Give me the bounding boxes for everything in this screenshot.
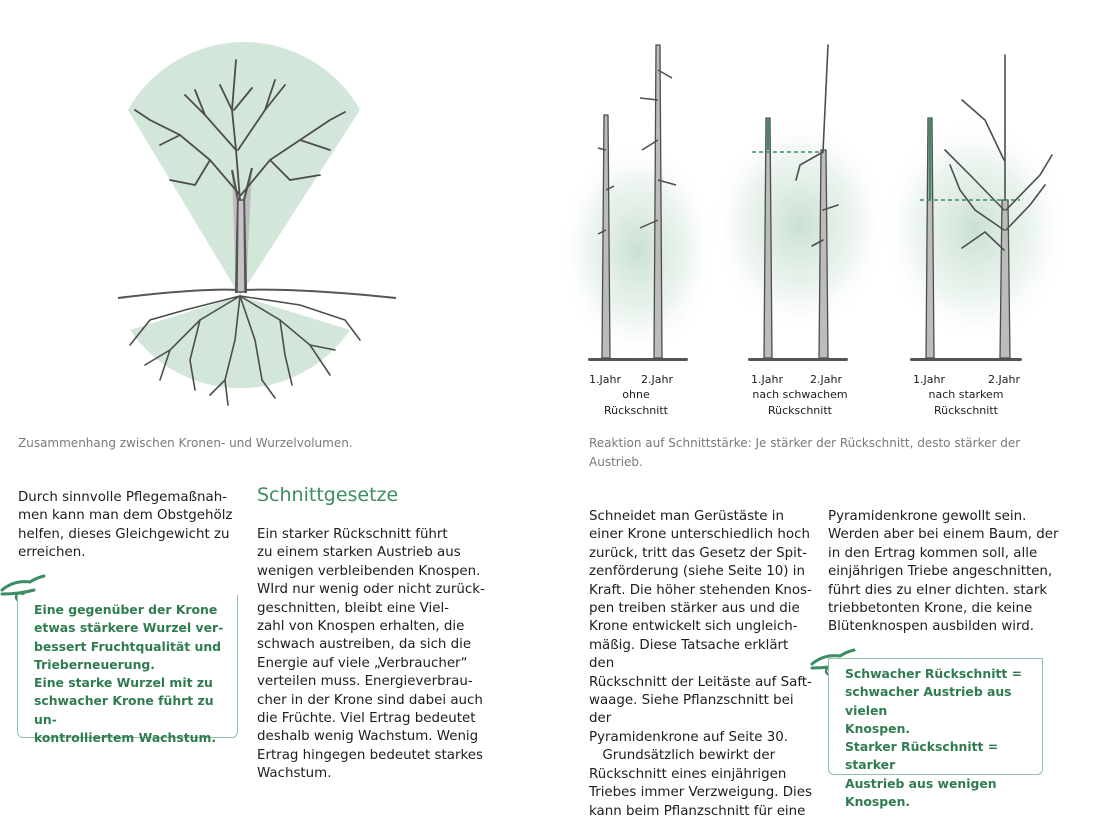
label-g2-jahr1: 1.Jahr xyxy=(751,373,783,386)
label-g1-jahr2: 2.Jahr xyxy=(641,373,673,386)
label-g3-jahr2: 2.Jahr xyxy=(988,373,1020,386)
right-column-1: Schneidet man Gerüstäste in einer Krone unterschiedlich hoch zurück, tritt das Gesetz der Spit- zenförderung (siehe Seite 10) in Kraft. Die höher stehenden Knos- pen treiben stärker aus und die Krone entwickelt sich ungleich- mäßig. Diese Tatsache erklärt den Rückschnitt der Leitäste auf Saft- waage. Siehe Pflanzschnitt bei der Pyramidenkrone auf Seite 30. Grundsätzlich bewirkt der Rückschnitt eines einjährigen Triebes immer Verzweigung. Dies kann beim Pflanzschnitt für eine xyxy=(589,509,812,819)
label-g1-desc: ohne Rückschnitt xyxy=(604,388,668,417)
caption-right: Reaktion auf Schnittstärke: Je stärker der Rückschnitt, desto stärker der Austrieb. xyxy=(589,436,1021,469)
label-g2-jahr2: 2.Jahr xyxy=(810,373,842,386)
label-g3-desc: nach starkem Rückschnitt xyxy=(928,388,1004,417)
section-heading: Schnittgesetze xyxy=(257,484,399,506)
schnittgesetze-text: Ein starker Rückschnitt führt zu einem starken Austrieb aus wenigen verbleibenden Knospen. WIrd nur wenig oder nicht zurück- geschnitten, bleibt eine Viel- zahl von Knospen erhalten, die schwach austreiben, da sich die Energie auf viele „Verbraucher“ verteilen muss. Energieverbrau- cher in der Krone sind dabei auch die Früchte. Viel Ertrag bedeutet deshalb wenig Wachstum. Wenig Ertrag hingegen bedeutet starkes Wachstum. xyxy=(257,527,485,782)
label-g3-jahr1: 1.Jahr xyxy=(913,373,945,386)
label-g1-jahr1: 1.Jahr xyxy=(589,373,621,386)
tree-root-illustration xyxy=(118,42,396,405)
label-g2-desc: nach schwachem Rückschnitt xyxy=(752,388,848,417)
pruning-illustration xyxy=(558,45,1070,361)
intro-paragraph: Durch sinnvolle Pflegemaßnah- men kann man dem Obstgehölz helfen, dieses Gleichgewicht zu erreichen. xyxy=(18,490,233,561)
tip-box-pruning: Schwacher Rückschnitt = schwacher Austrieb aus vielen Knospen. Starker Rückschnitt = starker Austrieb aus wenigen Knospen. xyxy=(828,658,1043,775)
right-column-2: Pyramidenkrone gewollt sein. Werden aber bei einem Baum, der in den Ertrag kommen soll, alle einjährigen Triebe angeschnitten, führt dies zu eIner dichten. stark triebbetonten Krone, die keine Blütenknospen ausbilden wird. xyxy=(828,509,1059,635)
tip-box-root: Eine gegenüber der Krone etwas stärkere Wurzel ver- bessert Fruchtqualität und Trieberneuerung. Eine starke Wurzel mit zu schwacher Krone führt zu un- kontrolliertem Wachstum. xyxy=(17,595,238,738)
caption-left: Zusammenhang zwischen Kronen- und Wurzelvolumen. xyxy=(18,436,353,450)
